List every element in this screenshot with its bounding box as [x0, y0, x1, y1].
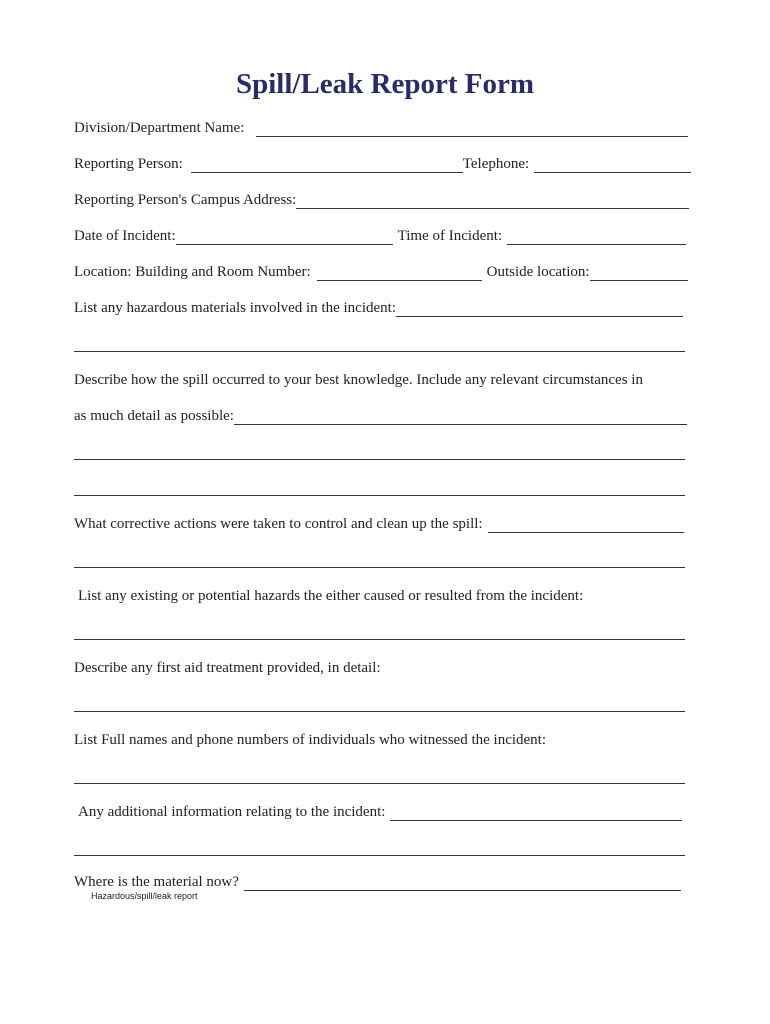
first-aid-label: Describe any first aid treatment provided, in detail: [74, 660, 381, 676]
division-label: Division/Department Name: [74, 120, 245, 136]
footer-label: Hazardous/spill/leak report [91, 891, 198, 901]
campus-address-row [74, 191, 689, 209]
hazards-row [78, 587, 583, 605]
describe-spill-row-1 [74, 371, 643, 389]
describe-spill-row-2 [74, 407, 687, 425]
location-building-label: Location: Building and Room Number: [74, 264, 311, 280]
additional-info-label: Any additional information relating to the incident: [78, 804, 386, 820]
division-row [74, 119, 688, 137]
corrective-actions-input[interactable] [488, 515, 684, 533]
form-title: Spill/Leak Report Form [235, 68, 535, 100]
additional-info-input[interactable] [390, 803, 682, 821]
reporting-person-row [74, 155, 691, 173]
hazardous-materials-label: List any hazardous materials involved in the incident: [74, 300, 396, 316]
corrective-actions-label: What corrective actions were taken to control and clean up the spill: [74, 516, 483, 532]
time-of-incident-label: Time of Incident: [397, 228, 503, 244]
hazardous-materials-row [74, 299, 683, 317]
witnesses-label: List Full names and phone numbers of individuals who witnessed the incident: [74, 732, 547, 748]
material-now-row [74, 873, 681, 891]
describe-spill-label-1: Describe how the spill occurred to your best knowledge. Include any relevant circumstances in [74, 372, 643, 388]
material-now-label: Where is the material now? [74, 874, 239, 890]
describe-spill-line-2[interactable] [74, 459, 685, 460]
division-input[interactable] [256, 119, 688, 137]
telephone-label: Telephone: [462, 156, 530, 172]
date-of-incident-label: Date of Incident: [74, 228, 176, 244]
location-building-input[interactable] [317, 263, 482, 281]
date-time-row [74, 227, 686, 245]
describe-spill-line-3[interactable] [74, 495, 685, 496]
additional-info-line-2[interactable] [74, 855, 685, 856]
corrective-actions-line-2[interactable] [74, 567, 685, 568]
hazards-label: List any existing or potential hazards the either caused or resulted from the incident: [78, 588, 584, 604]
reporting-person-input[interactable] [191, 155, 463, 173]
corrective-actions-row [74, 515, 684, 533]
outside-location-input[interactable] [590, 263, 688, 281]
hazardous-materials-input[interactable] [396, 299, 683, 317]
first-aid-row [74, 659, 381, 677]
date-of-incident-input[interactable] [176, 227, 393, 245]
material-now-input[interactable] [244, 873, 681, 891]
witnesses-row [74, 731, 546, 749]
reporting-person-label: Reporting Person: [74, 156, 183, 172]
describe-spill-input[interactable] [234, 407, 687, 425]
first-aid-line[interactable] [74, 711, 685, 712]
location-row [74, 263, 688, 281]
campus-address-label: Reporting Person's Campus Address: [74, 192, 297, 208]
describe-spill-label-2: as much detail as possible: [74, 408, 234, 424]
witnesses-line[interactable] [74, 783, 685, 784]
additional-info-row [78, 803, 682, 821]
hazardous-materials-line-2[interactable] [74, 351, 685, 352]
time-of-incident-input[interactable] [507, 227, 686, 245]
campus-address-input[interactable] [296, 191, 689, 209]
telephone-input[interactable] [534, 155, 691, 173]
outside-location-label: Outside location: [486, 264, 590, 280]
hazards-line[interactable] [74, 639, 685, 640]
